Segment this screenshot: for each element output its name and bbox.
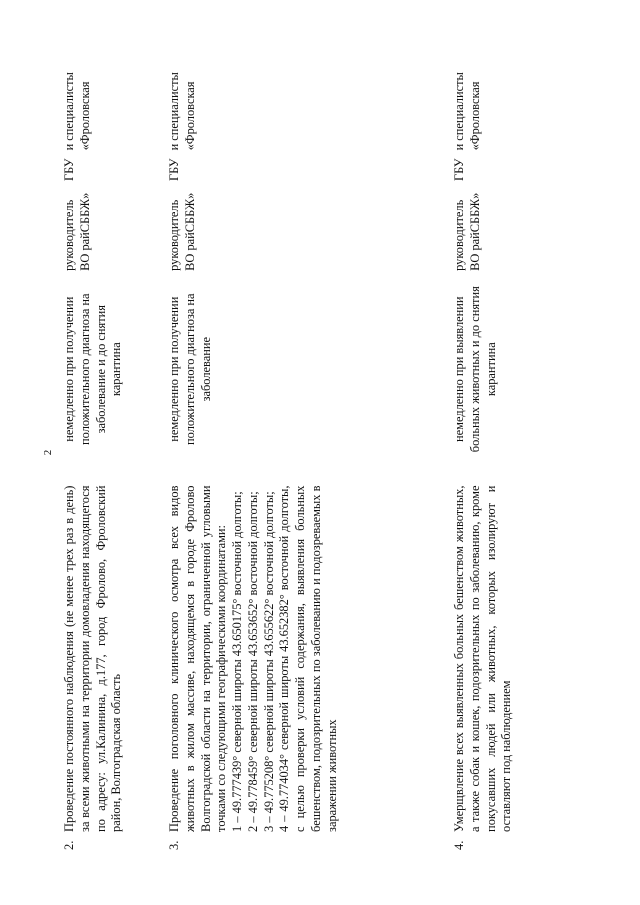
deadline-text: немедленно при выявлении больных животных и до снятия карантина — [452, 286, 498, 453]
deadline-text: немедленно при получении положительного диагноза на заболевание и до снятия карантина — [62, 293, 124, 445]
responsible-text: руководитель ГБУ ВО райСББЖ» — [167, 158, 197, 271]
action-text — [157, 458, 442, 832]
row-number: 2. — [62, 840, 76, 850]
measures-table — [62, 50, 562, 850]
page-number: 2 — [42, 449, 54, 456]
table-row — [157, 50, 442, 850]
table-row — [442, 50, 562, 850]
action-text-content: Проведение поголовного клинического осмотра всех видов животных в жилом массиве, находящемся в городе Фролово Волгоградской области на территории, ограниченной угловыми точками со следующими географическими координатами: 1 – 49.777439° северной широты 43.650175° восточной долготы; 2 – 49.778459° северной широты 43.653652° восточной долготы; 3 – 49.775208° северной широты 43.655622° восточной долготы; 4 – 49.774034° северной широты 43.652382° восточной долготы, с целью проверки условий содержания, выявления больных бешенством, подозрительных по заболеванию и подозреваемых в заражении животных — [167, 485, 339, 832]
deadline-text: немедленно при получении положительного диагноза на заболевание — [167, 293, 213, 445]
action-text — [62, 458, 157, 832]
partners-text: и специалисты «Фроловская — [452, 72, 482, 151]
responsible-text: руководитель ГБУ ВО райСББЖ» — [452, 158, 482, 271]
action-text — [442, 458, 562, 832]
partners-text: и специалисты «Фроловская — [167, 72, 197, 151]
responsible-text: руководитель ГБУ ВО райСББЖ» — [62, 158, 92, 271]
row-number: 3. — [167, 840, 181, 850]
partners-text: и специалисты «Фроловская — [62, 72, 92, 151]
row-number: 4. — [452, 840, 466, 850]
table-row — [62, 50, 157, 850]
action-text-content: Проведение постоянного наблюдения (не менее трех раз в день) за всеми животными на территории домовладения находящегося по адресу: ул.Калинина, д.177, город Фролово, Фроловский район, Волгоградская область — [62, 485, 124, 832]
action-text-content: Умерщвление всех выявленных больных бешенством животных, а также собак и кошек, подозрительных по заболеванию, кроме покусавших людей или животных, которых изолируют и оставляют под наблюдением — [452, 485, 514, 832]
